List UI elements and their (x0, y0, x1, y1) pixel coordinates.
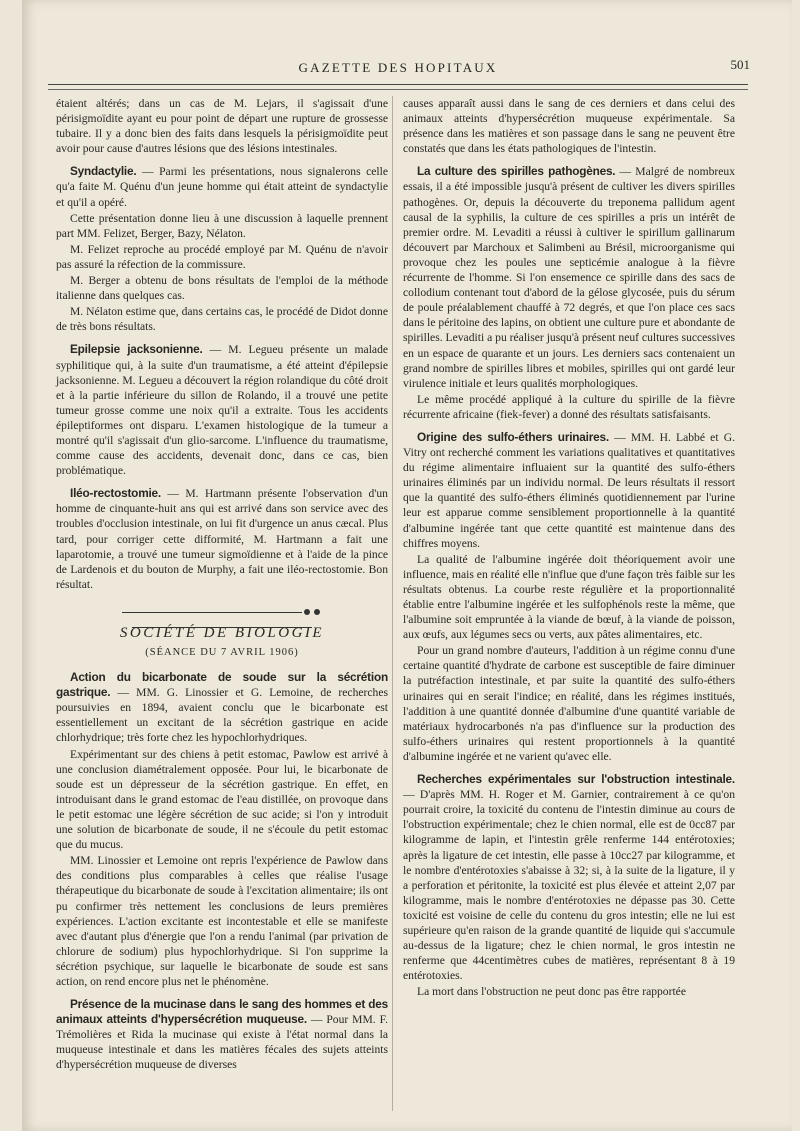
section-text: — D'après MM. H. Roger et M. Garnier, contrairement à ce qu'on pourrait croire, la toxicité du contenu de l'intestin diminue au cours de l'obstruction expérimentale; chez le chien normal, elle est de 0cc87 par kilogramme de lapin, et l'intestin grêle renferme 144 entérotoxies; après la ligature de cet intestin, elle passe à 10cc27 par kilogramme, et le nombre d'entérotoxies s'abaisse à 32; si, à la suite de la ligature, il y a perforation et péritonite, la toxicité est plus élevée et atteint 2,07 par kilogramme, mais le nombre d'entérotoxies ne dépasse pas 30. Cette toxicité est voisine de celle du contenu du gros intestin; elle ne lui est supérieure qu'en raison de la grande quantité de liquide qui s'accumule au-dessus de la ligature; chez le chien normal, le gros intestin ne renferme que 44centimètres cubes de matières, représentant 8 à 19 entérotoxies. (403, 788, 735, 983)
section-heading: Epilepsie jacksonienne. (70, 342, 203, 357)
section-text: — M. Hartmann présente l'observation d'un homme de cinquante-huit ans qui est arrivé dans son service avec des troubles d'occlusion intestinale, on lui fit d'urgence un anus cæcal. Plus tard, pour corriger cette difformité, M. Hartmann a fait une laparotomie, a trouvé une tumeur sigmoïdienne et à l'aide de la pince de Lardenois et du bouton de Murphy, a fait une iléo-rectostomie. Bon résultat. (56, 487, 388, 591)
running-title: GAZETTE DES HOPITAUX (298, 60, 498, 75)
page-number: 501 (730, 57, 750, 72)
section-heading: Origine des sulfo-éthers urinaires. (417, 429, 609, 444)
section-epilepsie (56, 342, 388, 478)
left-column (56, 96, 388, 1074)
paragraph: Pour un grand nombre d'auteurs, l'addition à un régime connu d'une certaine quantité d'hydrate de carbone est susceptible de faire diminuer la putréfaction intestinale, et par suite la quantité des sulfo-éthers urinaires qui en serait l'indice; en réalité, dans les régimes institués, l'addition à une quantité donnée d'albumine d'une quantité variable de matériaux hydrocarbonés n'a pas d'influence sur la production des sulfo-éthers urinaires qui restent proportionnels à la quantité d'albumine ingérée et ne varient qu'avec elle. (403, 644, 735, 763)
section-mucinase (56, 997, 388, 1072)
left-intro-paragraph: étaient altérés; dans un cas de M. Lejars, il s'agissait d'une périsigmoïdite ayant eu pour point de départ une rupture de grossesse tubaire. Il y a donc bien des faits dans lesquels la périsigmoïdite peut avoir pour cause d'autres lésions que des lésions intestinales. (56, 97, 388, 156)
paragraph: M. Berger a obtenu de bons résultats de l'emploi de la méthode italienne dans quelques cas. (56, 274, 388, 303)
section-bicarbonate (56, 670, 388, 989)
section-text: — MM. H. Labbé et G. Vitry ont recherché comment les variations qualitatives et quantitatives du régime alimentaire influaient sur la quantité des sulfo-éthers urinaires éliminés par un individu normal. De leurs résultats il ressort que la quantité des sulfo-éthers éliminés quotidiennement par l'urine leur est apparue comme sensiblement proportionnelle à la quantité d'albumine ingérée tant que cette quantité est maintenue dans des chiffres moyens. (403, 430, 735, 550)
section-heading: Recherches expérimentales sur l'obstruction intestinale. (417, 772, 735, 787)
section-syndactylie (56, 164, 388, 334)
ornament-dot (304, 609, 310, 615)
section-spirilles (403, 164, 735, 422)
right-intro-paragraph: causes apparaît aussi dans le sang de ces derniers et dans celui des animaux atteints d'hypersécrétion muqueuse expérimentale. Sa présence dans les matières et son passage dans le sang ne peuvent être constatés que dans les états pathologiques de l'intestin. (403, 97, 735, 156)
paragraph: La mort dans l'obstruction ne peut donc pas être rapportée (417, 985, 686, 999)
section-heading: Syndactylie. (70, 164, 137, 179)
ornament-line (132, 627, 312, 628)
section-heading: La culture des spirilles pathogènes. (417, 164, 616, 179)
section-heading: Présence de la mucinase dans le sang des hommes et des animaux atteints d'hypersécrétion muqueuse. (56, 997, 388, 1027)
paragraph: Cette présentation donne lieu à une discussion à laquelle prennent part MM. Felizet, Berger, Bazy, Nélaton. (56, 211, 388, 240)
header-rule (48, 84, 748, 90)
page-header (58, 52, 750, 80)
section-text: — MM. G. Linossier et G. Lemoine, de recherches poursuivies en 1894, avaient conclu que le bicarbonate est essentiellement un excitant de la sécrétion gastrique en acide chlorhydrique; très forte chez les hypochlorhydriques. (56, 686, 388, 745)
section-obstruction (403, 772, 735, 999)
ornament-dot (314, 609, 320, 615)
section-text: — Malgré de nombreux essais, il a été impossible jusqu'à présent de cultiver les divers spirilles pathogènes. Or, depuis la découverte du treponema pallidum agent causal de la syphilis, la culture de ces spirilles a pris un intérêt de premier ordre. M. Levaditi a réussi à cultiver le spirillum gallinarum découvert par Marchoux et Salimbeni au Brésil, microorganisme qui provoque chez les poules une septicémie analogue à la fièvre récurrente de l'homme. Si l'on ensemence ce spirille dans des sacs de collodium contenant tout d'abord de la gélose glycosée, puis du sérum de poule préalablement chauffé à 72 degrés, et que l'on place ces sacs dans le péritoine des lapins, on obtient une culture pure et abondante de spirilles. Levaditi a pu réaliser jusqu'à présent neuf cultures successives en un espace de quarante et un jours. Les derniers sacs contenaient un grand nombre de spirilles libres et mobiles, spirilles qui ont gardé leur virulence initiale et leurs qualités morphologiques. (403, 165, 735, 390)
paragraph: MM. Linossier et Lemoine ont repris l'expérience de Pawlow dans des conditions plus comparables à celles que réalise l'usage thérapeutique du bicarbonate de soude à l'excitation alimentaire; ils ont pu confirmer très nettement les conclusions de leurs premières expériences. L'action excitante est incontestable et elle se manifeste avec d'autant plus d'énergie que l'on a rendu l'animal (par privation de chlorure de sodium) plus hypochlorhydrique. Si l'on supprime la sécrétion psychique, sur laquelle le bicarbonate de soude est sans action, on rend encore plus net le phénomène. (56, 854, 388, 988)
section-sulfo-ethers (403, 430, 735, 764)
column-separator (392, 96, 393, 1111)
paragraph: M. Nélaton estime que, dans certains cas, le procédé de Didot donne de très bons résultats. (56, 305, 388, 334)
section-text: — Pour MM. F. Trémolières et Rida la mucinase qui existe à l'état normal dans la muqueuse intestinale et dans les matières fécales des sujets atteints d'hypersécrétion muqueuse de diverses (56, 1013, 388, 1072)
section-heading: Iléo-rectostomie. (70, 486, 161, 501)
society-title: SOCIÉTÉ DE BIOLOGIE (119, 624, 325, 641)
section-text: — Parmi les présentations, nous signalerons celle qu'a faite M. Quénu d'un jeune homme qui était atteint de syndactylie et qu'il a opéré. (56, 165, 388, 209)
section-text: — M. Legueu présente un malade syphilitique qui, à la suite d'un traumatisme, a été atteint d'épilepsie jacksonienne. M. Legueu a découvert la région rolandique du côté droit et à la partie inférieure du sillon de Rolando, il a trouvé une petite tumeur grosse comme une noix qu'il a extraite. Tous les accidents épileptiformes ont disparu. L'examen histologique de la tumeur a montré qu'il s'agissait d'un glio-sarcome. L'influence du traumatisme, comme cause des accidents, devenait donc, dans ce cas, bien problématique. (56, 343, 389, 478)
paragraph: Le même procédé appliqué à la culture du spirille de la fièvre récurrente africaine (fiek-fever) a donné des résultats satisfaisants. (403, 392, 735, 421)
section-ileo-rectostomie (56, 486, 388, 592)
paragraph: M. Felizet reproche au procédé employé par M. Quénu de n'avoir pas assuré la réfection de la commissure. (56, 242, 388, 271)
section-ornament (56, 604, 388, 614)
ornament-line (122, 612, 302, 613)
right-column (403, 96, 735, 1000)
seance-date: (SÉANCE DU 7 AVRIL 1906) (145, 647, 299, 658)
paragraph: La qualité de l'albumine ingérée doit théoriquement avoir une influence, mais en réalité elle n'influe que d'une façon très faible sur les résultats obtenus. La courbe reste régulière et la proportionnalité établie entre l'albumine ingérée et les sulfophénols reste la même, que l'albumine soit empruntée à la viande de bœuf, à la viande de poisson, aux œufs, aux légumes secs ou verts, aux pâtes alimentaires, etc. (403, 552, 735, 642)
paragraph: Expérimentant sur des chiens à petit estomac, Pawlow est arrivé à une conclusion diamétralement opposée. Pour lui, le bicarbonate de soude est un dépresseur de la sécrétion gastrique. En effet, en introduisant dans le grand estomac de l'eau distillée, on provoque dans le petit estomac une légère sécrétion de suc acide; si l'on y introduit une solution de bicarbonate de soude, il ne s'écoule du petit estomac que du mucus. (56, 747, 388, 852)
section-heading: Action du bicarbonate de soude sur la sécrétion gastrique. (56, 670, 388, 700)
